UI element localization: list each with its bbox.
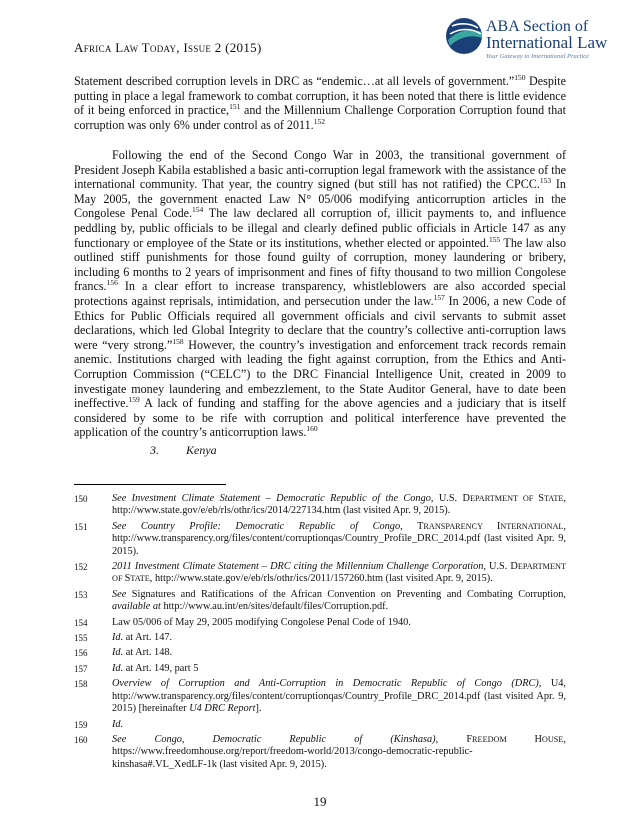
footnote-segment: NTERNATIONAL — [500, 521, 564, 531]
page-number: 19 — [313, 794, 327, 809]
logo-tagline: Your Gateway to International Practice — [486, 53, 590, 60]
logo-line-2: International Law — [486, 33, 608, 52]
paragraph-text: In 2006, a new Code of Ethics for Public Officials required all government officials and civil servants to submit asset declarations, which led Global Integrity to declare that the country’s collective anti-corruption laws were “very strong.” — [74, 293, 566, 352]
footnote-segment: Id. — [112, 632, 124, 644]
footnote-text — [112, 521, 566, 558]
footnote-number: 151 — [74, 521, 88, 532]
paragraph-text: Statement described corruption levels in DRC as “endemic…at all levels of government.” — [74, 74, 515, 88]
footnote-ref: 150 — [514, 72, 526, 82]
footnote-segment: Id. — [112, 718, 124, 730]
footnote-ref: 154 — [192, 205, 204, 215]
paragraph-text: A lack of funding and staffing for the above agencies and a judiciary that is itself considered by some to be rife with corruption and political interference have prevented the application of the country’s anticorruption laws. — [74, 396, 566, 440]
paragraph-text: The law also outlined stiff punishments for those found guilty of corruption, money laundering or bribery, including 6 months to 2 years of imprisonment and fines of fifty thousand to two million Congolese francs. — [74, 235, 566, 294]
footnote-segment: H — [534, 733, 542, 745]
footnote — [74, 663, 566, 675]
footnotes — [74, 493, 566, 774]
footnote-segment: 2011 Investment Climate Statement – DRC citing the Millennium Challenge Corporation — [112, 561, 484, 573]
footnote-segment: U4, http://www.transparency.org/files/content/corruptionqas/Country_Profile_DRC_2014.pdf (last visited Apr. 9, 2015) [hereinafter — [112, 678, 566, 715]
footnote-segment: TATE — [130, 574, 150, 584]
footnote-segment: See — [112, 588, 127, 600]
section-number: 3. — [150, 443, 159, 457]
footnote-segment: , http://www.transparency.org/files/content/corruptionqas/Country_Profile_DRC_2014.pdf (last visited Apr. 9, 2015). — [112, 520, 566, 557]
footnote-segment: EPARTMENT OF — [469, 494, 539, 503]
paragraph-2 — [74, 148, 566, 440]
footnote-number: 150 — [74, 494, 88, 504]
footnote-segment: TATE — [543, 494, 564, 503]
footnote — [74, 632, 566, 644]
paragraph-text: In May 2005, the government enacted Law N° 05/006 modifying anticorruption articles in the Congolese Penal Code. — [74, 177, 566, 221]
footnote-ref: 156 — [106, 278, 118, 288]
footnote-number: 156 — [74, 648, 88, 659]
footnote-segment: , http://www.state.gov/e/eb/rls/othr/ics/2014/227134.htm (last visited Apr. 9, 2015). — [112, 493, 566, 517]
footnote-segment: U4 DRC Report — [189, 703, 256, 715]
footnote-number: 158 — [74, 679, 88, 690]
footnote — [74, 561, 566, 586]
footnote-segment: See Investment Climate Statement – Democratic Republic of the Congo — [112, 493, 431, 504]
footnote-segment: at Art. 147. — [123, 632, 173, 644]
footnote-ref: 155 — [489, 234, 501, 244]
footnote-text — [112, 663, 566, 675]
aba-logo — [444, 16, 614, 66]
footnote-text — [112, 632, 566, 644]
footnote-ref: 151 — [229, 102, 241, 112]
paragraph-text: In a clear effort to increase transparency, whistleblowers are also accorded special protections against reprisals, intimidation, and persecution under the law. — [74, 279, 566, 308]
paragraph-text: However, the country’s investigation and enforcement track records remain anemic. Institutions charged with leading the fight against corruption, from the Ethics and Anti-Corruption Commission (“CELC”) to the DRC Financial Intelligence Unit, created in 2009 to investigate money laundering and embezzlement, to the State Auditor General, have to date been ineffective. — [74, 337, 566, 411]
footnote-segment: Law 05/006 of May 29, 2005 modifying Congolese Penal Code of 1940. — [112, 616, 411, 628]
footnote-segment: http://www.au.int/en/sites/default/files/Corruption.pdf. — [160, 601, 389, 613]
footnote — [74, 521, 566, 558]
footnote-segment: S — [538, 493, 544, 504]
footnote-segment: , F — [435, 733, 473, 745]
footnote-segment: See Congo, Democratic Republic of (Kinshasa) — [112, 733, 436, 745]
footnote-ref: 152 — [313, 116, 325, 126]
footnote-segment: available at — [112, 601, 161, 613]
footnote-number: 160 — [74, 734, 88, 745]
journal-running-header: Africa Law Today, Issue 2 (2015) — [74, 40, 262, 55]
footnote-segment: , https://www.freedomhouse.org/report/freedom-world/2013/congo-democratic-republic-kinshasa#.VL_XedLF-1k (last visited Apr. 9, 2015). — [112, 733, 566, 770]
logo-line-1: ABA Section of — [486, 18, 589, 35]
footnote-segment: EPARTMENT OF — [112, 562, 566, 584]
footnote — [74, 734, 566, 771]
footnote — [74, 719, 566, 731]
footnote-segment: , U.S. D — [483, 561, 518, 573]
footnote-number: 155 — [74, 633, 88, 644]
footnote-number: 152 — [74, 562, 88, 573]
footnote — [74, 678, 566, 715]
footnote-segment: Id. — [112, 647, 124, 659]
footnote-ref: 153 — [539, 176, 552, 186]
footnote — [74, 617, 566, 629]
footnote-segment: I — [496, 520, 501, 532]
footnote-segment: See Country Profile: Democratic Republic of Congo — [112, 520, 401, 532]
footnote-number: 159 — [74, 719, 88, 730]
footnote-segment: S — [124, 573, 131, 585]
footnote-segment: , U.S. D — [430, 493, 470, 504]
paragraph-text: The law declared all corruption of, illicit payments to, and influence peddling by, public officials to be illegal and clearly defined public officials in Article 147 as any functionary or employee of the State or its institutions, whether elected or appointed. — [74, 206, 567, 250]
footnote-segment: REEDOM — [472, 734, 535, 744]
footnote-ref: 159 — [128, 395, 140, 405]
footnote-segment: at Art. 149, part 5 — [123, 662, 199, 674]
footnote-text — [112, 589, 566, 614]
footnote-divider — [74, 484, 226, 485]
footnote-segment: OUSE — [541, 734, 564, 744]
paragraph-text: and the Millennium Challenge Corporation Corruption found that corruption was only 6% under control as of 2011. — [74, 103, 566, 132]
footnote-text — [112, 719, 566, 731]
footnote-segment: , http://www.state.gov/e/eb/rls/othr/ics/2011/157260.htm (last visited Apr. 9, 2015). — [149, 573, 493, 585]
footnote-segment: , T — [400, 520, 424, 532]
footnote-segment: RANSPARENCY — [423, 521, 497, 531]
footnote-text — [112, 678, 566, 715]
footnote — [74, 589, 566, 614]
footnote-number: 154 — [74, 617, 88, 628]
paragraph-text: Despite putting in place a legal framework to combat corruption, it has been noted that there is little evidence of it being enforced in practice, — [74, 74, 566, 118]
footnote-segment: Id. — [112, 662, 124, 674]
footnote-ref: 157 — [433, 292, 445, 302]
footnote-number: 153 — [74, 589, 88, 600]
footnote-segment: at Art. 148. — [123, 647, 173, 659]
footnote-ref: 158 — [172, 336, 184, 346]
footnote-text — [112, 617, 566, 629]
footnote — [74, 647, 566, 659]
footnote-text — [112, 561, 566, 586]
footnote — [74, 493, 566, 518]
footnote-ref: 160 — [306, 424, 318, 434]
globe-logo-icon — [444, 16, 484, 56]
footnote-number: 157 — [74, 663, 88, 674]
footnote-text — [112, 734, 566, 771]
footnote-segment: ]. — [255, 703, 262, 715]
section-title: Kenya — [186, 443, 217, 457]
footnote-segment: Overview of Corruption and Anti-Corruption in Democratic Republic of Congo (DRC), — [112, 678, 542, 690]
paragraph-1 — [74, 74, 566, 132]
footnote-segment: Signatures and Ratifications of the African Convention on Preventing and Combating Corruption, — [126, 588, 566, 600]
footnote-text — [112, 647, 566, 659]
footnote-text — [112, 493, 566, 518]
paragraph-text: Following the end of the Second Congo War in 2003, the transitional government of President Joseph Kabila established a basic anti-corruption legal framework with the assistance of the international community. That year, the country signed (but still has not ratified) the CPCC. — [74, 148, 566, 192]
